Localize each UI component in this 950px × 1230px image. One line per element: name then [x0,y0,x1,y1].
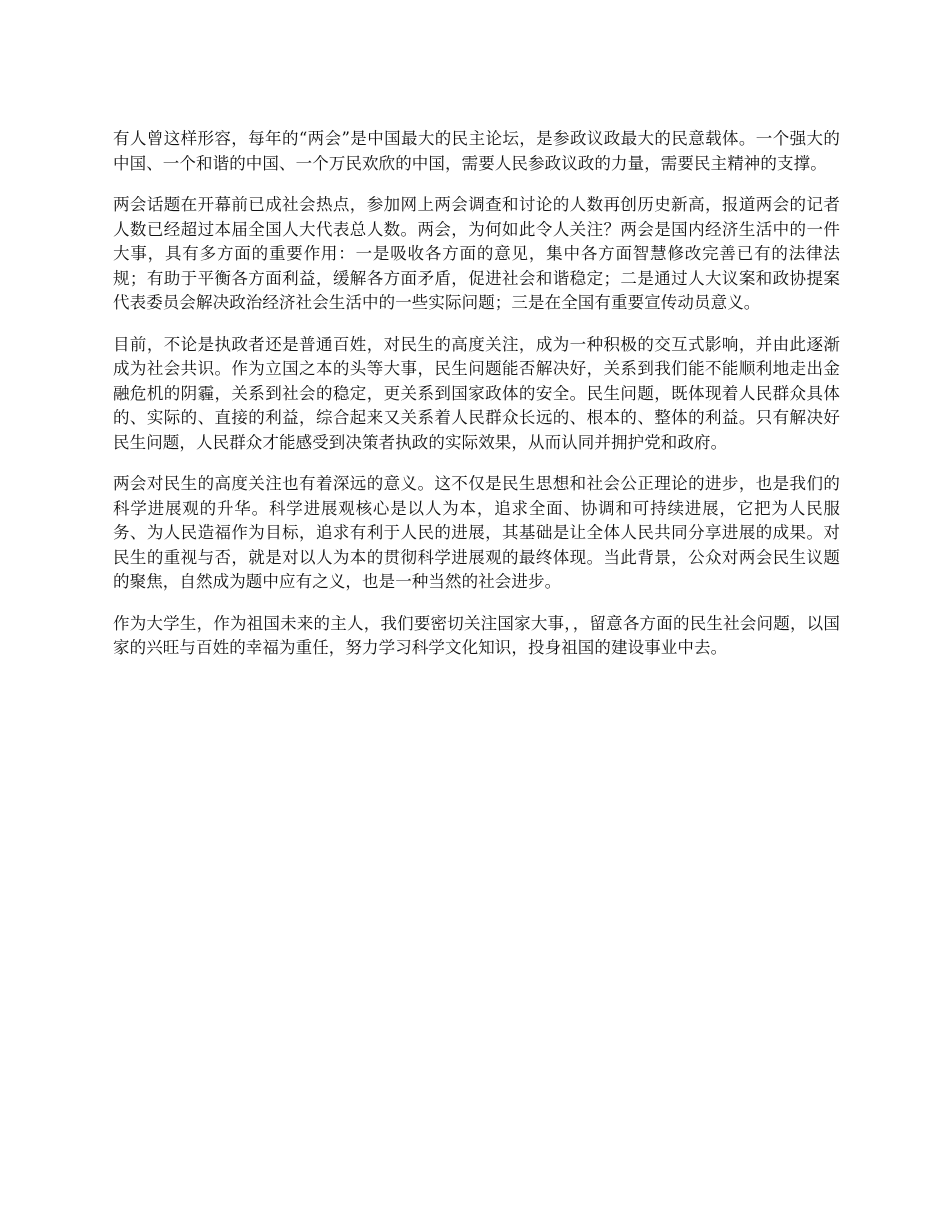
document-body [113,127,840,678]
paragraph-1: 有人曾这样形容，每年的“两会”是中国最大的民主论坛，是参政议政最大的民意载体。一个强大的中国、一个和谐的中国、一个万民欢欣的中国，需要人民参政议政的力量，需要民主精神的支撑。 [113,129,840,173]
paragraph-2: 两会话题在开幕前已成社会热点，参加网上两会调查和讨论的人数再创历史新高，报道两会的记者人数已经超过本届全国人大代表总人数。两会，为何如此令人关注？两会是国内经济生活中的一件大事，具有多方面的重要作用：一是吸收各方面的意见，集中各方面智慧修改完善已有的法律法规；有助于平衡各方面利益，缓解各方面矛盾，促进社会和谐稳定；二是通过人大议案和政协提案代表委员会解决政治经济社会生活中的一些实际问题；三是在全国有重要宣传动员意义。 [113,195,840,312]
paragraph-4: 两会对民生的高度关注也有着深远的意义。这不仅是民生思想和社会公正理论的进步，也是我们的科学进展观的升华。科学进展观核心是以人为本，追求全面、协调和可持续进展，它把为人民服务、为人民造福作为目标，追求有利于人民的进展，其基础是让全体人民共同分享进展的成果。对民生的重视与否，就是对以人为本的贯彻科学进展观的最终体现。当此背景，公众对两会民生议题的聚焦，自然成为题中应有之义，也是一种当然的社会进步。 [113,474,840,591]
paragraph-5: 作为大学生，作为祖国未来的主人，我们要密切关注国家大事，，留意各方面的民生社会问题，以国家的兴旺与百姓的幸福为重任，努力学习科学文化知识，投身祖国的建设事业中去。 [113,613,840,657]
paragraph-3: 目前，不论是执政者还是普通百姓，对民生的高度关注，成为一种积极的交互式影响，并由此逐渐成为社会共识。作为立国之本的头等大事，民生问题能否解决好，关系到我们能不能顺利地走出金融危机的阴霾，关系到社会的稳定，更关系到国家政体的安全。民生问题，既体现着人民群众具体的、实际的、直接的利益，综合起来又关系着人民群众长远的、根本的、整体的利益。只有解决好民生问题，人民群众才能感受到决策者执政的实际效果，从而认同并拥护党和政府。 [113,334,840,452]
